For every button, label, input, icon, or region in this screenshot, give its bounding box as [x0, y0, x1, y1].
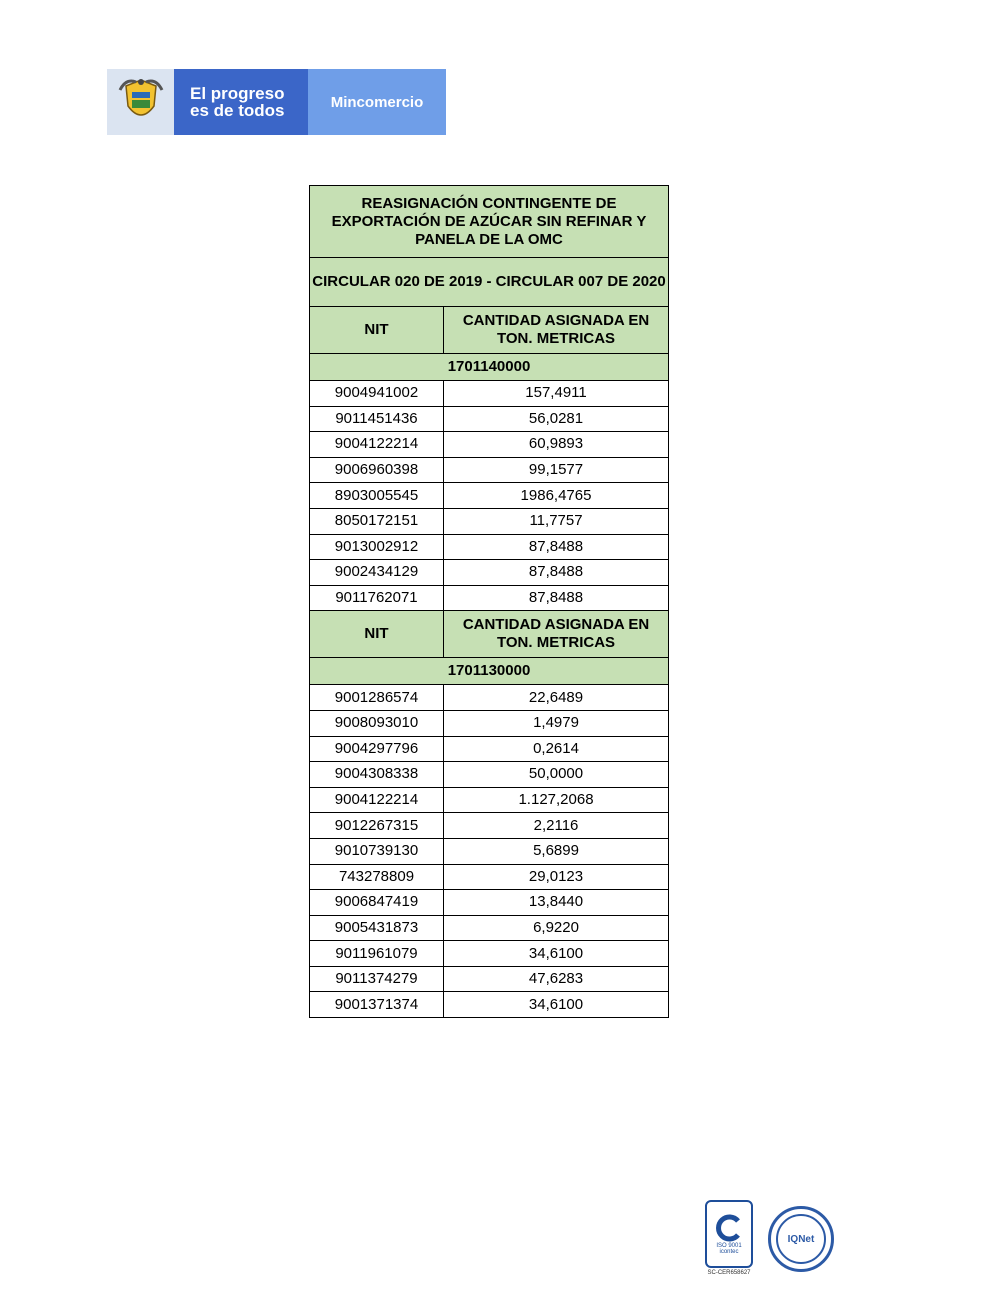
cantidad-cell: 56,0281 — [444, 406, 669, 432]
nit-cell: 9004297796 — [310, 736, 444, 762]
nit-cell: 9010739130 — [310, 838, 444, 864]
cantidad-cell: 29,0123 — [444, 864, 669, 890]
table-row — [310, 508, 669, 534]
cantidad-cell: 22,6489 — [444, 685, 669, 711]
table-row — [310, 560, 669, 586]
table-row — [310, 915, 669, 941]
cantidad-cell: 6,9220 — [444, 915, 669, 941]
ministry-name: Mincomercio — [308, 69, 446, 135]
cantidad-cell: 47,6283 — [444, 966, 669, 992]
nit-cell: 9013002912 — [310, 534, 444, 560]
cantidad-cell: 157,4911 — [444, 381, 669, 407]
cantidad-cell: 34,6100 — [444, 941, 669, 967]
nit-cell: 9001371374 — [310, 992, 444, 1018]
slogan-line-1: El progreso — [190, 84, 285, 103]
government-logo — [107, 69, 446, 135]
nit-cell: 743278809 — [310, 864, 444, 890]
table-row — [310, 813, 669, 839]
nit-cell: 9011961079 — [310, 941, 444, 967]
certification-marks — [704, 1200, 834, 1284]
nit-cell: 8050172151 — [310, 508, 444, 534]
table-row — [310, 762, 669, 788]
nit-cell: 9008093010 — [310, 710, 444, 736]
nit-cell: 9005431873 — [310, 915, 444, 941]
iqnet-seal — [768, 1206, 834, 1272]
nit-cell: 9011374279 — [310, 966, 444, 992]
cantidad-cell: 2,2116 — [444, 813, 669, 839]
cantidad-cell: 5,6899 — [444, 838, 669, 864]
table-row — [310, 457, 669, 483]
table-row — [310, 736, 669, 762]
table-row — [310, 406, 669, 432]
cantidad-cell: 99,1577 — [444, 457, 669, 483]
cantidad-cell: 0,2614 — [444, 736, 669, 762]
iqnet-label: IQNet — [776, 1214, 826, 1264]
cantidad-cell: 1.127,2068 — [444, 787, 669, 813]
table-circular: CIRCULAR 020 DE 2019 - CIRCULAR 007 DE 2020 — [310, 258, 669, 307]
icontec-brand: icontec — [719, 1249, 739, 1255]
nit-cell: 9004308338 — [310, 762, 444, 788]
cantidad-cell: 13,8440 — [444, 890, 669, 916]
icontec-label: ISO 9001 — [716, 1243, 742, 1249]
table-row — [310, 966, 669, 992]
nit-cell: 9001286574 — [310, 685, 444, 711]
cantidad-cell: 87,8488 — [444, 534, 669, 560]
nit-cell: 9002434129 — [310, 560, 444, 586]
nit-cell: 9011451436 — [310, 406, 444, 432]
table-row — [310, 432, 669, 458]
table-title: REASIGNACIÓN CONTINGENTE DE EXPORTACIÓN DE AZÚCAR SIN REFINAR Y PANELA DE LA OMC — [310, 186, 669, 258]
icontec-code: SC-CER658627 — [707, 1270, 751, 1276]
table-row — [310, 941, 669, 967]
nit-cell: 9012267315 — [310, 813, 444, 839]
table-row — [310, 483, 669, 509]
column-header-nit: NIT — [310, 611, 444, 658]
nit-cell: 9004941002 — [310, 381, 444, 407]
slogan — [174, 69, 308, 135]
slogan-line-2: es de todos — [190, 101, 285, 120]
table-row — [310, 787, 669, 813]
column-header-nit: NIT — [310, 307, 444, 354]
table-row — [310, 890, 669, 916]
nit-cell: 9011762071 — [310, 585, 444, 611]
cantidad-cell: 34,6100 — [444, 992, 669, 1018]
cantidad-cell: 60,9893 — [444, 432, 669, 458]
cantidad-cell: 1986,4765 — [444, 483, 669, 509]
table-row — [310, 381, 669, 407]
tariff-code: 1701130000 — [310, 658, 669, 685]
cantidad-cell: 87,8488 — [444, 560, 669, 586]
table-row — [310, 992, 669, 1018]
cantidad-cell: 1,4979 — [444, 710, 669, 736]
cantidad-cell: 87,8488 — [444, 585, 669, 611]
nit-cell: 9004122214 — [310, 432, 444, 458]
cantidad-cell: 50,0000 — [444, 762, 669, 788]
nit-cell: 9006847419 — [310, 890, 444, 916]
column-header-cantidad: CANTIDAD ASIGNADA EN TON. METRICAS — [444, 307, 669, 354]
table-row — [310, 864, 669, 890]
allocation-table — [309, 185, 669, 1018]
nit-cell: 9004122214 — [310, 787, 444, 813]
icontec-icon — [714, 1213, 744, 1243]
table-row — [310, 534, 669, 560]
nit-cell: 8903005545 — [310, 483, 444, 509]
table-row — [310, 585, 669, 611]
table-row — [310, 685, 669, 711]
table-row — [310, 710, 669, 736]
column-header-cantidad: CANTIDAD ASIGNADA EN TON. METRICAS — [444, 611, 669, 658]
tariff-code: 1701140000 — [310, 354, 669, 381]
table-row — [310, 838, 669, 864]
nit-cell: 9006960398 — [310, 457, 444, 483]
coat-of-arms-icon — [107, 69, 174, 135]
icontec-seal — [704, 1200, 754, 1284]
cantidad-cell: 11,7757 — [444, 508, 669, 534]
